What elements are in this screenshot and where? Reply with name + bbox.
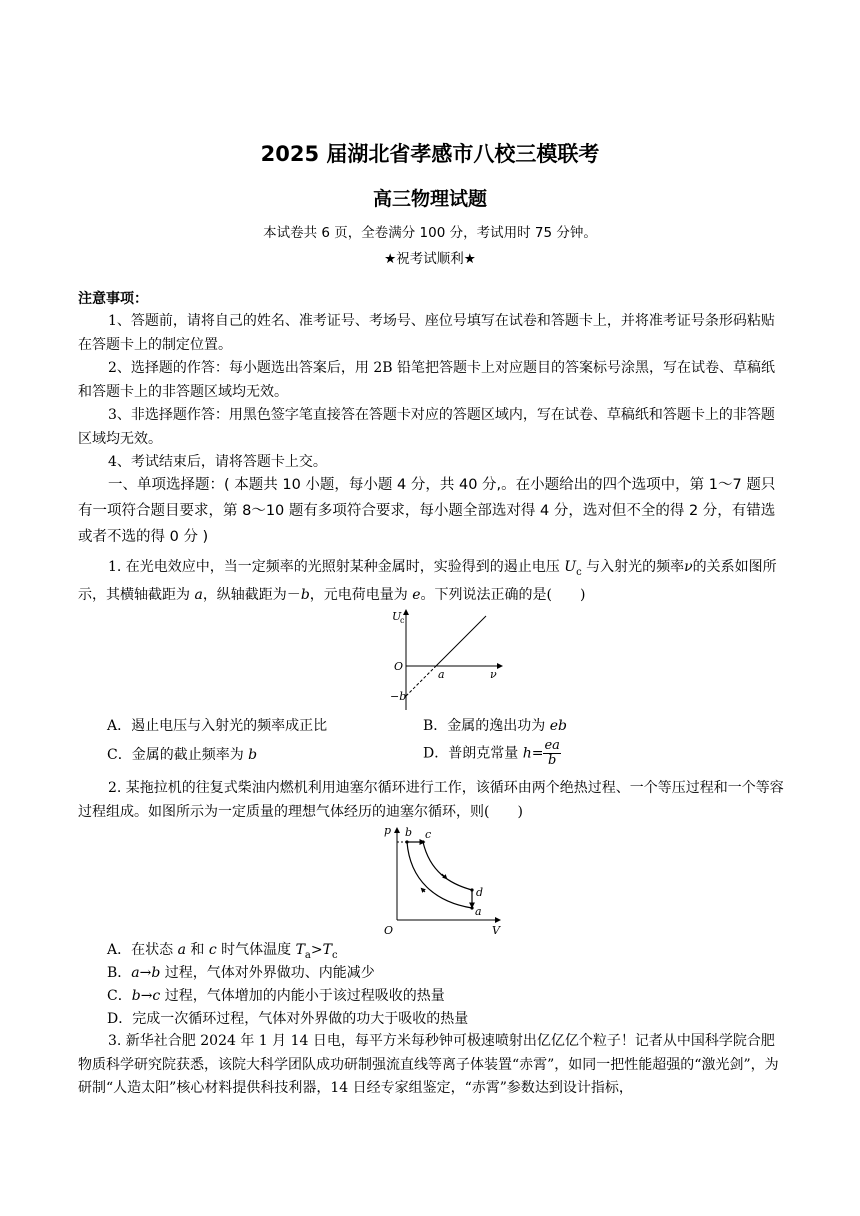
q1-option-d: D．普朗克常量 h= $\frac{ea}{b}$	[423, 738, 560, 768]
q2-origin: O	[384, 924, 394, 937]
q1-y-axis-label: U	[392, 610, 402, 623]
q1-origin: O	[394, 660, 404, 673]
notice-item-2: 2、选择题的作答：每小题选出答案后，用 2B 铅笔把答题卡上对应题目的答案标号涂黑，写在试卷、草稿纸和答题卡上的非答题区域均无效。	[78, 360, 776, 400]
exam-info: 本试卷共 6 页，全卷满分 100 分，考试用时 75 分钟。	[263, 225, 597, 241]
q1-x-intercept: a	[438, 668, 445, 681]
q1-y-axis-sub: c	[400, 616, 405, 625]
q2-point-a: a	[475, 905, 482, 918]
notice-list	[78, 310, 784, 475]
q2-option-d: D．完成一次循环过程，气体对外界做的功大于吸收的热量	[107, 1011, 469, 1027]
q2-x-axis-label: V	[492, 924, 500, 937]
exam-subtitle: 高三物理试题	[372, 188, 487, 210]
q1-option-d-fraction: $\frac{ea}{b}$	[544, 738, 560, 768]
section-1-heading: 一、单项选择题：( 本题共 10 小题，每小题 4 分，共 40 分,。在小题给出的四个选项中，第 1～7 题只有一项符合题目要求，第 8～10 题有多项符合要求，每小题全部选对得 4 分，选对但不全的得 2 分，有错选或者不选的得 0 分 )	[78, 477, 776, 545]
q2-option-c: C．b→c 过程，气体增加的内能小于该过程吸收的热量	[107, 988, 445, 1004]
q2-option-a: A．在状态 a 和 c 时气体温度 $T_a>T_c$	[107, 942, 338, 961]
notice-heading: 注意事项：	[78, 291, 148, 307]
q2-graph	[380, 822, 510, 937]
exam-title: 2025 届湖北省孝感市八校三模联考	[260, 142, 600, 166]
q2-point-c: c	[425, 828, 432, 841]
q2-option-b: B．a→b 过程，气体对外界做功、内能减少	[107, 965, 375, 981]
q1-graph	[380, 600, 510, 715]
notice-item-4: 4、考试结束后，请将答题卡上交。	[108, 454, 327, 470]
q1-option-a: A．遏止电压与入射光的频率成正比	[107, 718, 328, 734]
q2-point-d: d	[476, 886, 484, 899]
q1-option-c: C．金属的截止频率为 b	[107, 747, 258, 763]
q2-y-axis-label: p	[384, 824, 392, 837]
q1-x-axis-label: ν	[490, 668, 497, 681]
question-2-stem: 2. 某拖拉机的往复式柴油内燃机利用迪塞尔循环进行工作，该循环由两个绝热过程、一个等压过程和一个等容过程组成。如图所示为一定质量的理想气体经历的迪塞尔循环，则( )	[78, 780, 784, 820]
question-1-stem: 1. 在光电效应中，当一定频率的光照射某种金属时，实验得到的遏止电压 $U_c$ 与入射光的频率ν的关系如图所示，其横轴截距为 a，纵轴截距为－b，元电荷电量为 e。下列说法正确的是( )	[78, 559, 777, 604]
exam-wish: ★祝考试顺利★	[384, 251, 476, 267]
q1-y-intercept: −b	[390, 690, 407, 703]
notice-item-1: 1、答题前，请将自己的姓名、准考证号、考场号、座位号填写在试卷和答题卡上，并将准考证号条形码粘贴在答题卡上的制定位置。	[78, 313, 775, 353]
notice-item-3: 3、非选择题作答：用黑色签字笔直接答在答题卡对应的答题区域内，写在试卷、草稿纸和答题卡上的非答题区域均无效。	[78, 407, 775, 447]
q2-point-b: b	[405, 826, 413, 839]
q1-option-b: B．金属的逸出功为 eb	[423, 718, 567, 734]
question-3-stem: 3. 新华社合肥 2024 年 1 月 14 日电，每平方米每秒钟可极速喷射出亿亿亿个粒子！记者从中国科学院合肥物质科学研究院获悉，该院大科学团队成功研制强流直线等离子体装置“赤霄”，如同一把性能超强的“激光剑”，为研制“人造太阳”核心材料提供科技利器，14 日经专家组鉴定，“赤霄”参数达到设计指标，	[78, 1033, 779, 1096]
